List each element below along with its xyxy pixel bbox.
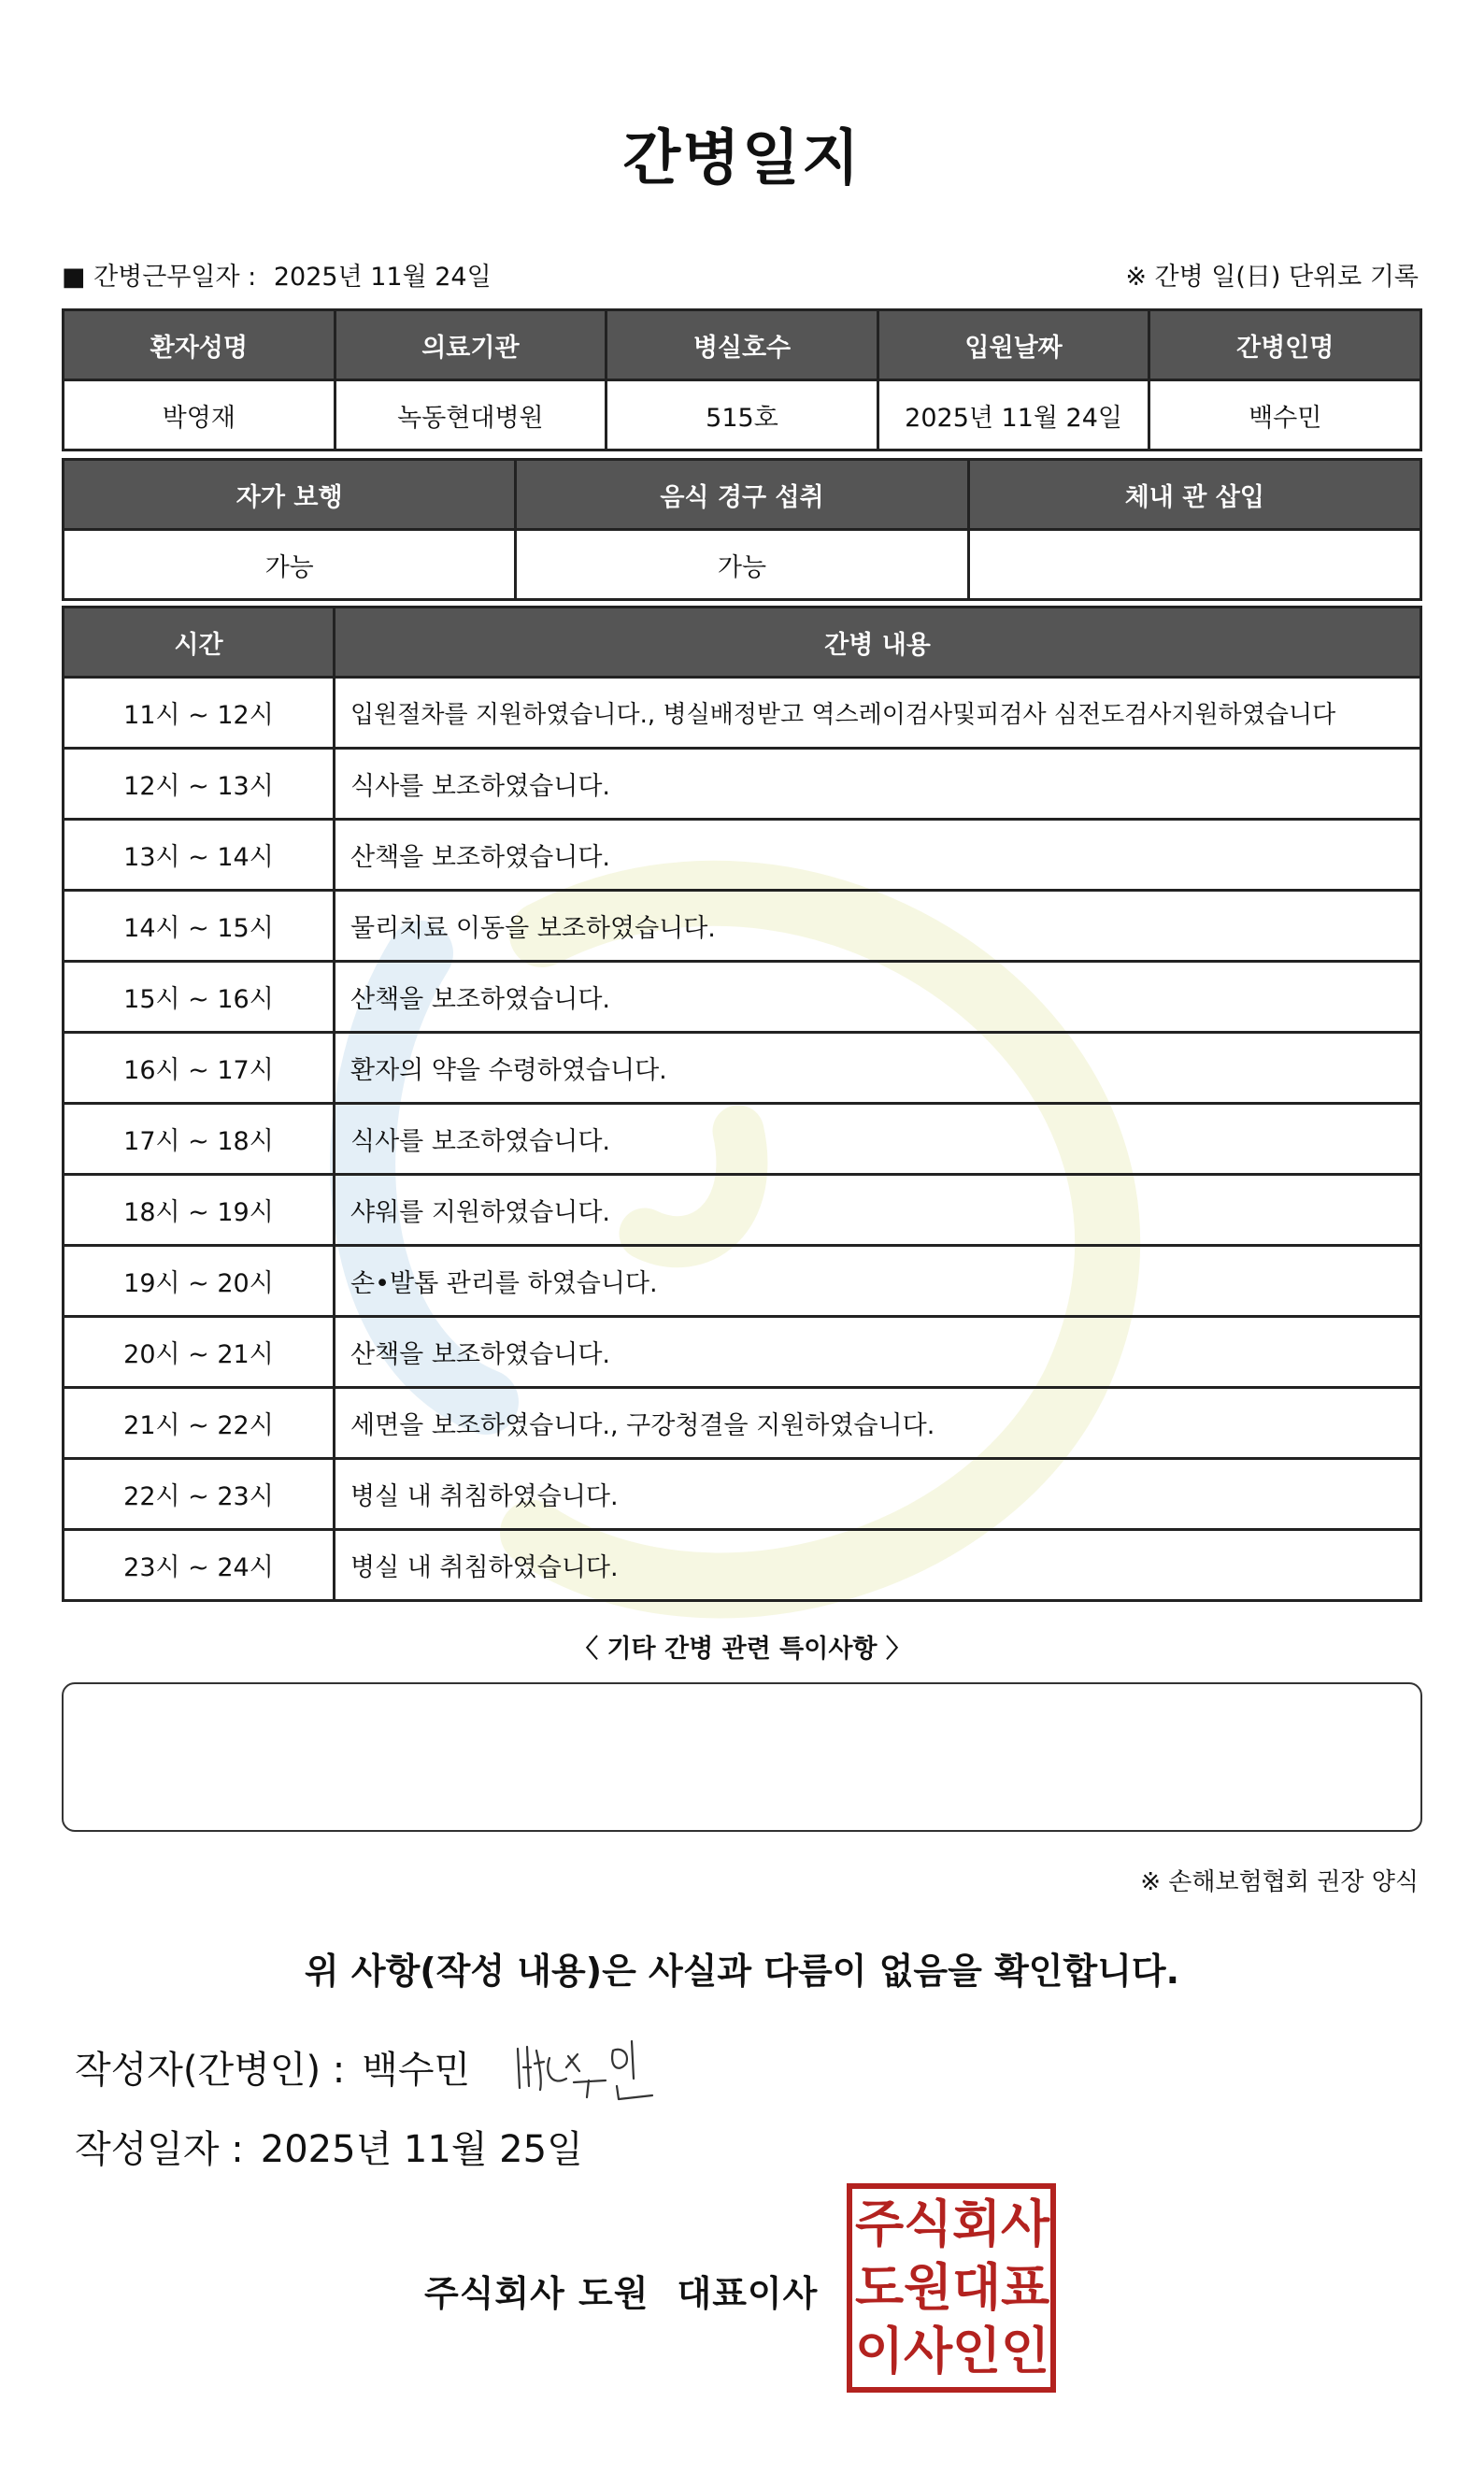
row-content: 손•발톱 관리를 하였습니다. bbox=[335, 1246, 1421, 1317]
caregiver-name: 백수민 bbox=[1149, 380, 1421, 450]
row-time: 23시 ~ 24시 bbox=[64, 1530, 335, 1601]
header-time: 시간 bbox=[64, 608, 335, 678]
row-content: 세면을 보조하였습니다., 구강청결을 지원하였습니다. bbox=[335, 1388, 1421, 1459]
seal-char: 사 bbox=[904, 2322, 953, 2380]
row-content: 입원절차를 지원하였습니다., 병실배정받고 역스레이검사및피검사 심전도검사지원하였습니다 bbox=[335, 678, 1421, 749]
representative-title: 대표이사 bbox=[677, 2273, 819, 2314]
row-content: 산책을 보조하였습니다. bbox=[335, 820, 1421, 891]
seal-char: 회 bbox=[952, 2194, 1002, 2253]
seal-char: 주 bbox=[855, 2194, 905, 2253]
row-content: 병실 내 취침하였습니다. bbox=[335, 1530, 1421, 1601]
confirmation-statement: 위 사항(작성 내용)은 사실과 다름이 없음을 확인합니다. bbox=[304, 1951, 1180, 1992]
association-note: ※ 손해보험협회 권장 양식 bbox=[1140, 1868, 1419, 1896]
seal-char: 이 bbox=[855, 2322, 905, 2380]
row-content: 산책을 보조하였습니다. bbox=[335, 962, 1421, 1033]
header-admission-date: 입원날짜 bbox=[878, 310, 1149, 380]
header-hospital: 의료기관 bbox=[335, 310, 606, 380]
row-time: 17시 ~ 18시 bbox=[64, 1104, 335, 1175]
row-content: 샤워를 지원하였습니다. bbox=[335, 1175, 1421, 1246]
company-line bbox=[424, 2265, 818, 2316]
special-notes-box bbox=[62, 1682, 1422, 1832]
written-date-value: 2025년 11월 25일 bbox=[260, 2128, 583, 2171]
header-care-content: 간병 내용 bbox=[335, 608, 1421, 678]
row-content: 식사를 보조하였습니다. bbox=[335, 1104, 1421, 1175]
room-number: 515호 bbox=[606, 380, 878, 450]
written-date-line bbox=[75, 2120, 583, 2173]
admission-date: 2025년 11월 24일 bbox=[878, 380, 1149, 450]
row-content: 식사를 보조하였습니다. bbox=[335, 749, 1421, 820]
table-row bbox=[64, 1388, 1421, 1459]
row-time: 13시 ~ 14시 bbox=[64, 820, 335, 891]
seal-char: 도 bbox=[855, 2258, 905, 2317]
table-row bbox=[64, 820, 1421, 891]
seal-char: 식 bbox=[904, 2194, 953, 2253]
row-time: 16시 ~ 17시 bbox=[64, 1033, 335, 1104]
table-row bbox=[64, 749, 1421, 820]
writer-name: 백수민 bbox=[362, 2049, 471, 2092]
table-row bbox=[64, 891, 1421, 962]
patient-name: 박영재 bbox=[64, 380, 335, 450]
tube-insertion-value bbox=[968, 530, 1420, 600]
table-row bbox=[64, 962, 1421, 1033]
oral-intake-value: 가능 bbox=[516, 530, 968, 600]
row-time: 22시 ~ 23시 bbox=[64, 1459, 335, 1530]
row-time: 21시 ~ 22시 bbox=[64, 1388, 335, 1459]
table-row bbox=[64, 1033, 1421, 1104]
table-row bbox=[64, 1459, 1421, 1530]
company-name: 주식회사 도원 bbox=[424, 2273, 649, 2314]
row-content: 물리치료 이동을 보조하였습니다. bbox=[335, 891, 1421, 962]
row-content: 산책을 보조하였습니다. bbox=[335, 1317, 1421, 1388]
written-date-label: 작성일자 : bbox=[75, 2128, 244, 2171]
header-room: 병실호수 bbox=[606, 310, 878, 380]
unit-note: ※ 간병 일(日) 단위로 기록 bbox=[1125, 263, 1419, 292]
work-date-value: 2025년 11월 24일 bbox=[273, 263, 492, 292]
page-title: 간병일지 bbox=[622, 124, 862, 193]
seal-char: 인 bbox=[1001, 2322, 1050, 2380]
header-patient-name: 환자성명 bbox=[64, 310, 335, 380]
seal-char: 사 bbox=[1001, 2194, 1050, 2253]
table-row bbox=[64, 1317, 1421, 1388]
table-row bbox=[64, 1246, 1421, 1317]
handwritten-signature bbox=[512, 2030, 662, 2105]
row-content: 환자의 약을 수령하였습니다. bbox=[335, 1033, 1421, 1104]
self-walking-value: 가능 bbox=[64, 530, 516, 600]
seal-char: 표 bbox=[1001, 2258, 1050, 2317]
row-time: 20시 ~ 21시 bbox=[64, 1317, 335, 1388]
row-time: 11시 ~ 12시 bbox=[64, 678, 335, 749]
writer-line bbox=[75, 2040, 470, 2094]
work-date-label: ■ 간병근무일자 : bbox=[62, 263, 257, 292]
table-row bbox=[64, 1530, 1421, 1601]
row-time: 15시 ~ 16시 bbox=[64, 962, 335, 1033]
row-time: 12시 ~ 13시 bbox=[64, 749, 335, 820]
seal-char: 대 bbox=[952, 2258, 1002, 2317]
seal-char: 원 bbox=[904, 2258, 953, 2317]
row-time: 18시 ~ 19시 bbox=[64, 1175, 335, 1246]
writer-label: 작성자(간병인) : bbox=[75, 2049, 346, 2092]
row-time: 19시 ~ 20시 bbox=[64, 1246, 335, 1317]
seal-char: 인 bbox=[952, 2322, 1002, 2380]
work-date bbox=[62, 256, 492, 293]
table-row bbox=[64, 1175, 1421, 1246]
care-log-table bbox=[62, 606, 1422, 1602]
table-row bbox=[64, 678, 1421, 749]
row-content: 병실 내 취침하였습니다. bbox=[335, 1459, 1421, 1530]
header-caregiver: 간병인명 bbox=[1149, 310, 1421, 380]
table-row bbox=[64, 1104, 1421, 1175]
patient-status-table bbox=[62, 458, 1422, 601]
company-seal bbox=[847, 2183, 1056, 2393]
header-oral-intake: 음식 경구 섭취 bbox=[516, 460, 968, 530]
patient-info-table bbox=[62, 308, 1422, 451]
header-self-walking: 자가 보행 bbox=[64, 460, 516, 530]
special-notes-title: 〈 기타 간병 관련 특이사항 〉 bbox=[573, 1635, 911, 1664]
header-tube-insertion: 체내 관 삽입 bbox=[968, 460, 1420, 530]
row-time: 14시 ~ 15시 bbox=[64, 891, 335, 962]
hospital-name: 녹동현대병원 bbox=[335, 380, 606, 450]
